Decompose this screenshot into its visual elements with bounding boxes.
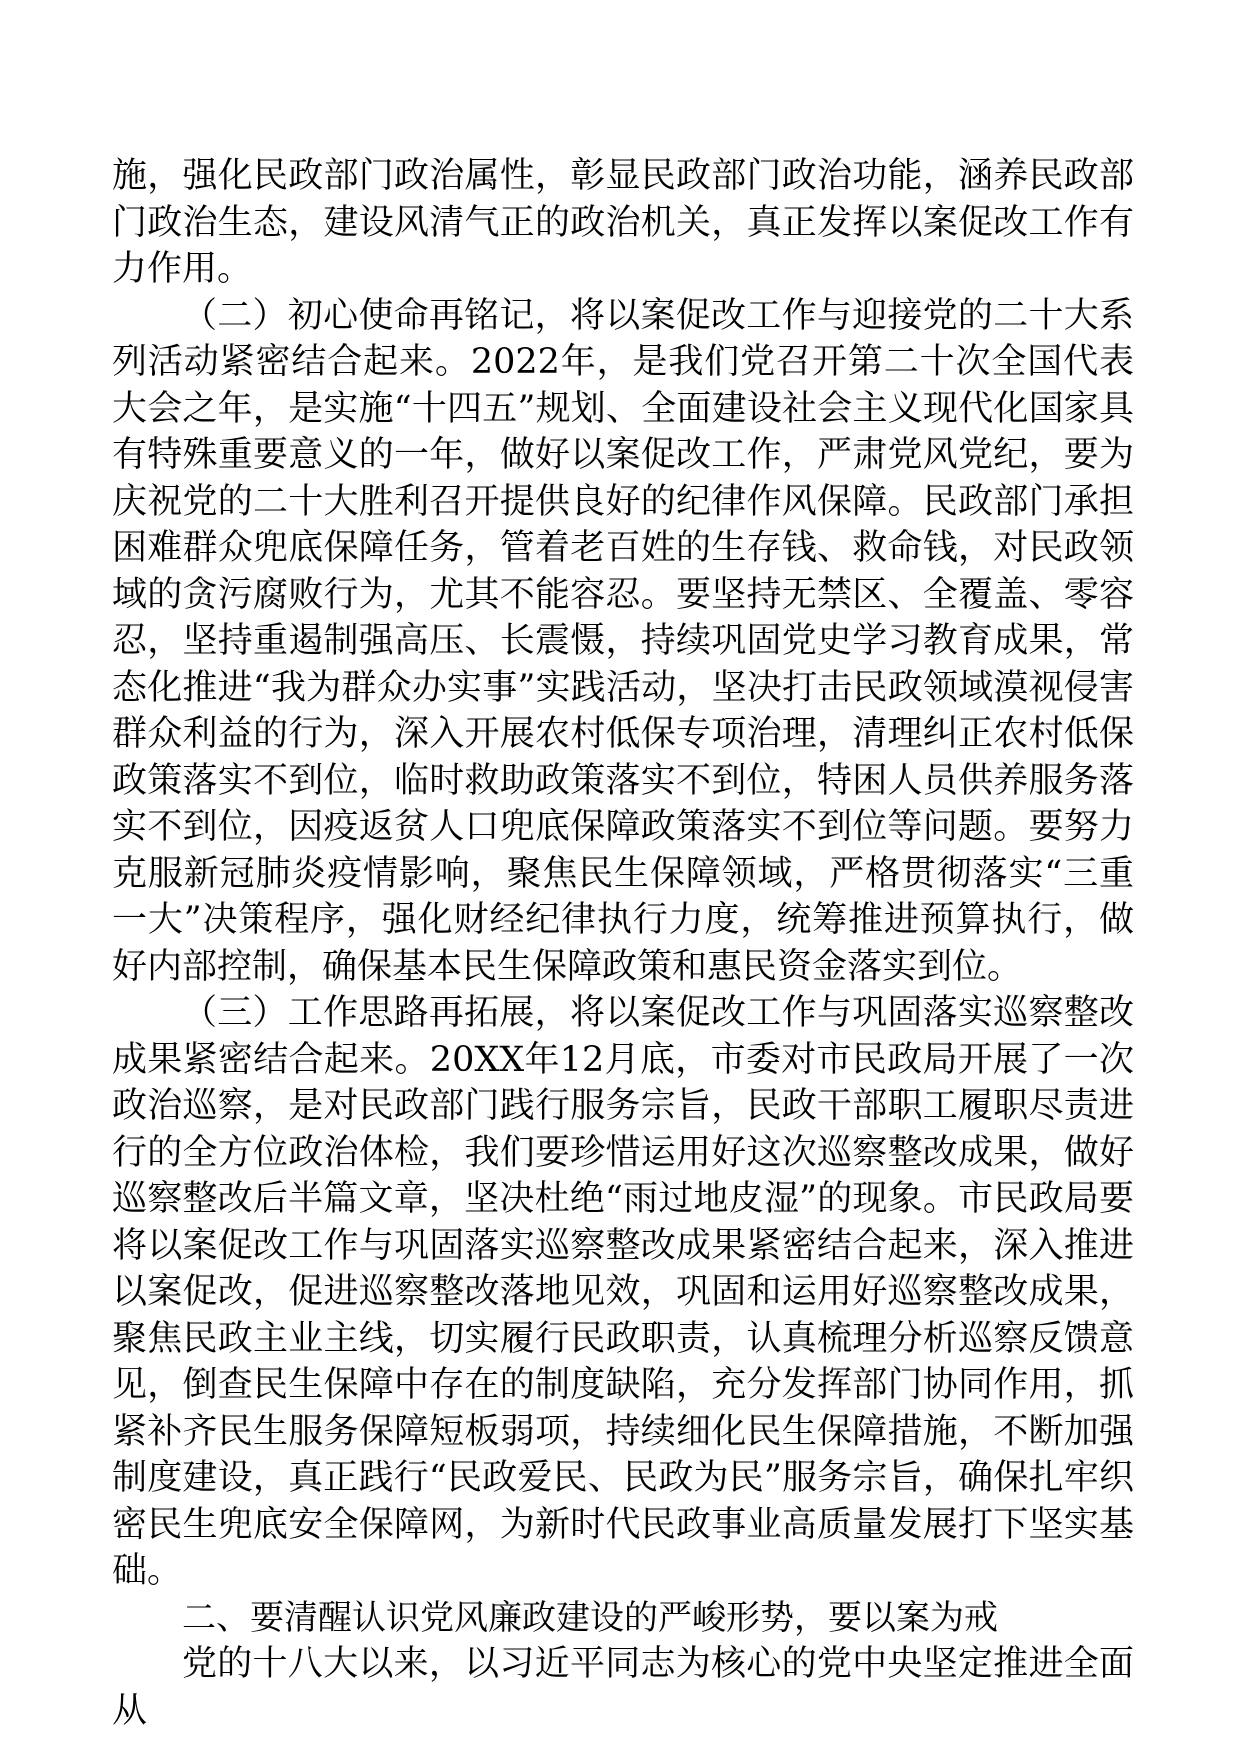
paragraph-section-two: （二）初心使命再铭记，将以案促改工作与迎接党的二十大系列活动紧密结合起来。2022年，是我们党召开第二十次全国代表大会之年，是实施“十四五”规划、全面建设社会主义现代化国家具有特殊重要意义的一年，做好以案促改工作，严肃党风党纪，要为庆祝党的二十大胜利召开提供良好的纪律作风保障。民政部门承担困难群众兜底保障任务，管着老百姓的生存钱、救命钱，对民政领域的贪污腐败行为，尤其不能容忍。要坚持无禁区、全覆盖、零容忍，坚持重遏制强高压、长震慑，持续巩固党史学习教育成果，常态化推进“我为群众办实事”实践活动，坚决打击民政领域漠视侵害群众利益的行为，深入开展农村低保专项治理，清理纠正农村低保政策落实不到位，临时救助政策落实不到位，特困人员供养服务落实不到位，因疫返贫人口兜底保障政策落实不到位等问题。要努力克服新冠肺炎疫情影响，聚焦民生保障领域，严格贯彻落实“三重一大”决策程序，强化财经纪律执行力度，统筹推进预算执行，做好内部控制，确保基本民生保障政策和惠民资金落实到位。 — [112, 295, 1134, 987]
paragraph-section-three: （三）工作思路再拓展，将以案促改工作与巩固落实巡察整改成果紧密结合起来。20XX年12月底，市委对市民政局开展了一次政治巡察，是对民政部门践行服务宗旨，民政干部职工履职尽责进行的全方位政治体检，我们要珍惜运用好这次巡察整改成果，做好巡察整改后半篇文章，坚决杜绝“雨过地皮湿”的现象。市民政局要将以案促改工作与巩固落实巡察整改成果紧密结合起来，深入推进以案促改，促进巡察整改落地见效，巩固和运用好巡察整改成果，聚焦民政主业主线，切实履行民政职责，认真梳理分析巡察反馈意见，倒查民生保障中存在的制度缺陷，充分发挥部门协同作用，抓紧补齐民生服务保障短板弱项，持续细化民生保障措施，不断加强制度建设，真正践行“民政爱民、民政为民”服务宗旨，确保扎牢织密民生兜底安全保障网，为新时代民政事业高质量发展打下坚实基础。 — [112, 993, 1134, 1591]
section-heading: 二、要清醒认识党风廉政建设的严峻形势，要以案为戒 — [182, 1597, 998, 1638]
document-page — [112, 153, 1134, 1734]
paragraph-final: 党的十八大以来，以习近平同志为核心的党中央坚定推进全面从 — [112, 1644, 1134, 1731]
paragraph-continuation: 施，强化民政部门政治属性，彰显民政部门政治功能，涵养民政部门政治生态，建设风清气正的政治机关，真正发挥以案促改工作有力作用。 — [112, 156, 1134, 289]
